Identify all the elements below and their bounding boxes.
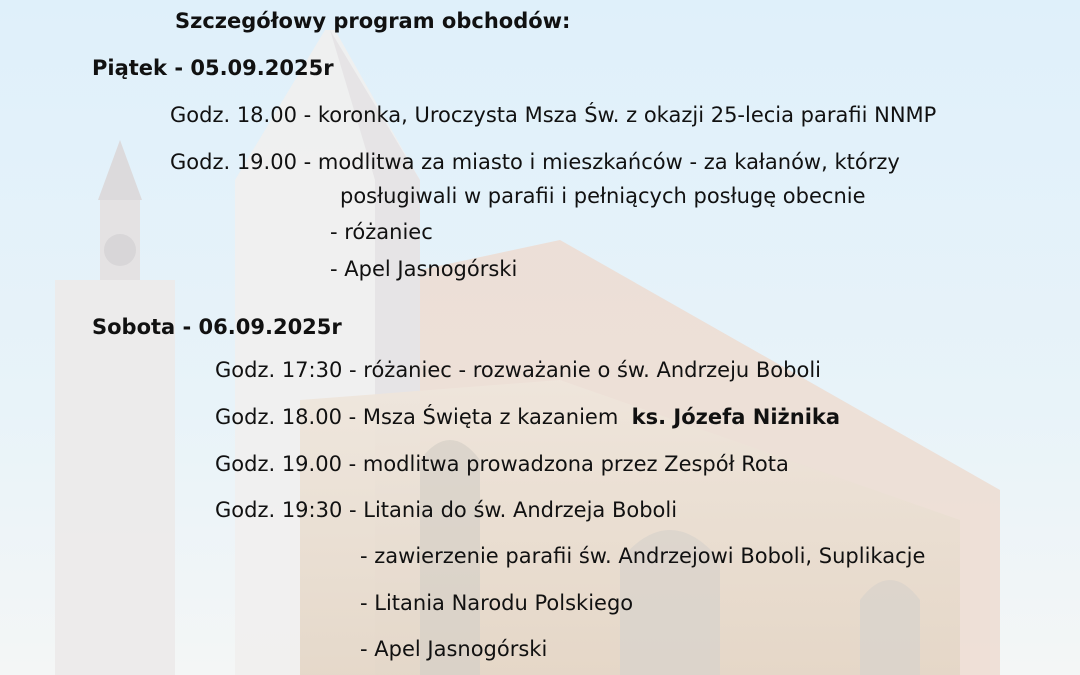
friday-item-continuation: posługiwali w parafii i pełniących posługę obecnie <box>340 184 866 208</box>
friday-subitem: - Apel Jasnogórski <box>330 257 518 281</box>
friday-item: Godz. 18.00 - koronka, Uroczysta Msza Św. z okazji 25-lecia parafii NNMP <box>170 103 937 127</box>
friday-heading: Piątek - 05.09.2025r <box>92 56 334 80</box>
saturday-heading: Sobota - 06.09.2025r <box>92 315 342 339</box>
saturday-item <box>215 404 840 430</box>
saturday-subitem: - zawierzenie parafii św. Andrzejowi Boboli, Suplikacje <box>360 544 926 568</box>
saturday-item-text: Godz. 18.00 - Msza Święta z kazaniem <box>215 405 619 429</box>
saturday-item: Godz. 19:30 - Litania do św. Andrzeja Boboli <box>215 498 678 522</box>
friday-subitem: - różaniec <box>330 220 433 244</box>
friday-item: Godz. 19.00 - modlitwa za miasto i mieszkańców - za kałanów, którzy <box>170 150 900 174</box>
saturday-item: Godz. 19.00 - modlitwa prowadzona przez Zespół Rota <box>215 452 789 476</box>
saturday-subitem: - Apel Jasnogórski <box>360 637 548 661</box>
saturday-item: Godz. 17:30 - różaniec - rozważanie o św. Andrzeju Boboli <box>215 358 822 382</box>
preacher-name: ks. Józefa Niżnika <box>631 405 841 429</box>
program-title: Szczegółowy program obchodów: <box>175 9 571 33</box>
saturday-subitem: - Litania Narodu Polskiego <box>360 591 634 615</box>
